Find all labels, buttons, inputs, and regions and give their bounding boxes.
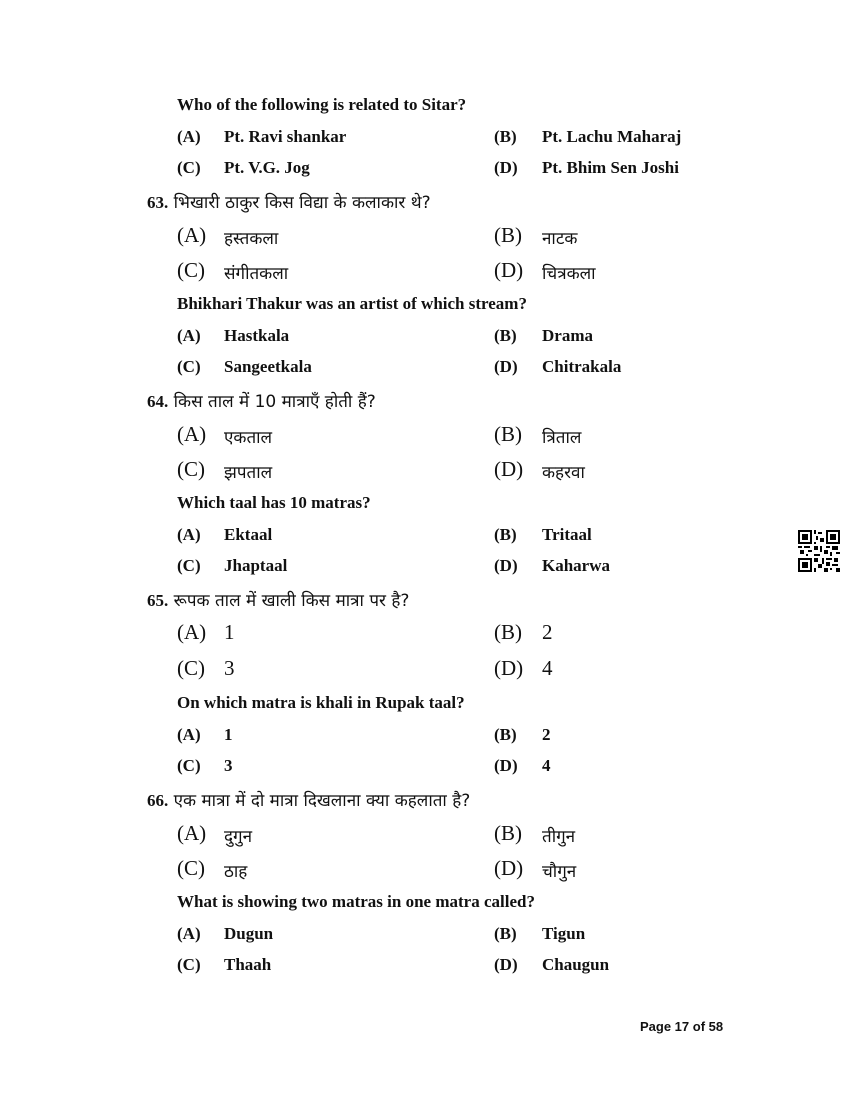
q64-option-c-label: (C) xyxy=(177,556,201,575)
q64-option-d-label: (D) xyxy=(494,556,518,575)
q65-option-b-text: 2 xyxy=(542,725,551,744)
q63-option-a-label: (A) xyxy=(177,326,201,345)
q64-hi-option-c-label: (C) xyxy=(177,457,205,481)
q62-option-a-text: Pt. Ravi shankar xyxy=(224,127,347,146)
q64-option-a-label: (A) xyxy=(177,525,201,544)
q63-option-d-label: (D) xyxy=(494,357,518,376)
q65-hi-option-b-text: 2 xyxy=(542,620,553,644)
q66-number: 66. xyxy=(147,791,169,810)
q64-option-d-text: Kaharwa xyxy=(542,556,610,575)
q64-hi-option-d-label: (D) xyxy=(494,457,524,481)
q65-option-b-label: (B) xyxy=(494,725,517,744)
q62-option-c-text: Pt. V.G. Jog xyxy=(224,158,310,177)
q62-option-b-label: (B) xyxy=(494,127,517,146)
q64-question-hi xyxy=(147,389,376,412)
q65-hi-option-d-text: 4 xyxy=(542,656,553,680)
q62-question-en: Who of the following is related to Sitar? xyxy=(177,95,467,114)
q64-option-b-label: (B) xyxy=(494,525,517,544)
q65-option-c-label: (C) xyxy=(177,756,201,775)
q65-question-hi xyxy=(147,588,409,611)
q63-question-hi-text: भिखारी ठाकुर किस विद्या के कलाकार थे? xyxy=(173,193,431,213)
q65-hi-option-a-text: 1 xyxy=(224,620,235,644)
qr-code xyxy=(798,530,840,572)
q65-hi-option-b-label: (B) xyxy=(494,620,522,644)
q63-hi-option-c-text: संगीतकला xyxy=(224,264,289,284)
q66-option-d-text: Chaugun xyxy=(542,955,610,974)
q66-question-hi xyxy=(147,788,470,811)
q63-option-c-label: (C) xyxy=(177,357,201,376)
q63-hi-option-b-text: नाटक xyxy=(542,229,578,249)
q65-question-hi-text: रूपक ताल में खाली किस मात्रा पर है? xyxy=(173,591,410,611)
q63-hi-option-a-label: (A) xyxy=(177,223,207,247)
q64-option-a-text: Ektaal xyxy=(224,525,273,544)
q66-hi-option-c-text: ठाह xyxy=(224,862,248,882)
q65-option-d-label: (D) xyxy=(494,756,518,775)
q65-hi-option-d-label: (D) xyxy=(494,656,524,680)
q62-option-d-label: (D) xyxy=(494,158,518,177)
page-number: Page 17 of 58 xyxy=(640,1019,724,1034)
q66-hi-option-b-label: (B) xyxy=(494,821,522,845)
q65-option-a-text: 1 xyxy=(224,725,233,744)
q63-hi-option-a-text: हस्तकला xyxy=(224,229,279,249)
q64-option-b-text: Tritaal xyxy=(542,525,592,544)
q66-hi-option-a-text: दुगुन xyxy=(224,827,253,847)
q65-hi-option-c-label: (C) xyxy=(177,656,205,680)
q66-question-hi-text: एक मात्रा में दो मात्रा दिखलाना क्या कहलाता है? xyxy=(173,791,471,811)
q65-number: 65. xyxy=(147,591,169,610)
q64-hi-option-a-label: (A) xyxy=(177,422,207,446)
q64-option-c-text: Jhaptaal xyxy=(224,556,288,575)
q63-hi-option-d-label: (D) xyxy=(494,258,524,282)
q66-option-a-text: Dugun xyxy=(224,924,274,943)
q62-option-b-text: Pt. Lachu Maharaj xyxy=(542,127,682,146)
q65-question-en: On which matra is khali in Rupak taal? xyxy=(177,693,465,712)
q62-option-c-label: (C) xyxy=(177,158,201,177)
q66-option-b-text: Tigun xyxy=(542,924,586,943)
q66-option-a-label: (A) xyxy=(177,924,201,943)
q62-option-a-label: (A) xyxy=(177,127,201,146)
q66-hi-option-a-label: (A) xyxy=(177,821,207,845)
q64-hi-option-c-text: झपताल xyxy=(224,463,273,483)
q66-option-c-label: (C) xyxy=(177,955,201,974)
q66-hi-option-d-label: (D) xyxy=(494,856,524,880)
q64-question-en: Which taal has 10 matras? xyxy=(177,493,371,512)
q63-hi-option-d-text: चित्रकला xyxy=(542,264,596,284)
q66-hi-option-d-text: चौगुन xyxy=(542,862,577,882)
q65-option-c-text: 3 xyxy=(224,756,233,775)
q63-hi-option-c-label: (C) xyxy=(177,258,205,282)
q63-option-c-text: Sangeetkala xyxy=(224,357,312,376)
q66-option-b-label: (B) xyxy=(494,924,517,943)
q63-option-b-text: Drama xyxy=(542,326,593,345)
q63-number: 63. xyxy=(147,193,169,212)
q64-hi-option-b-text: त्रिताल xyxy=(542,428,582,448)
q64-number: 64. xyxy=(147,392,169,411)
q64-question-hi-text: किस ताल में 10 मात्राएँ होती हैं? xyxy=(173,392,376,412)
q65-hi-option-c-text: 3 xyxy=(224,656,235,680)
q65-hi-option-a-label: (A) xyxy=(177,620,207,644)
q66-question-en: What is showing two matras in one matra called? xyxy=(177,892,535,911)
q63-option-d-text: Chitrakala xyxy=(542,357,622,376)
q66-hi-option-b-text: तीगुन xyxy=(542,827,576,847)
q65-option-d-text: 4 xyxy=(542,756,551,775)
q66-option-d-label: (D) xyxy=(494,955,518,974)
q63-option-b-label: (B) xyxy=(494,326,517,345)
q63-question-hi xyxy=(147,190,431,213)
q64-hi-option-b-label: (B) xyxy=(494,422,522,446)
q64-hi-option-d-text: कहरवा xyxy=(542,463,585,483)
q65-option-a-label: (A) xyxy=(177,725,201,744)
q66-hi-option-c-label: (C) xyxy=(177,856,205,880)
q64-hi-option-a-text: एकताल xyxy=(224,428,273,448)
q63-question-en: Bhikhari Thakur was an artist of which stream? xyxy=(177,294,527,313)
q62-option-d-text: Pt. Bhim Sen Joshi xyxy=(542,158,679,177)
q66-option-c-text: Thaah xyxy=(224,955,272,974)
q63-hi-option-b-label: (B) xyxy=(494,223,522,247)
q63-option-a-text: Hastkala xyxy=(224,326,290,345)
